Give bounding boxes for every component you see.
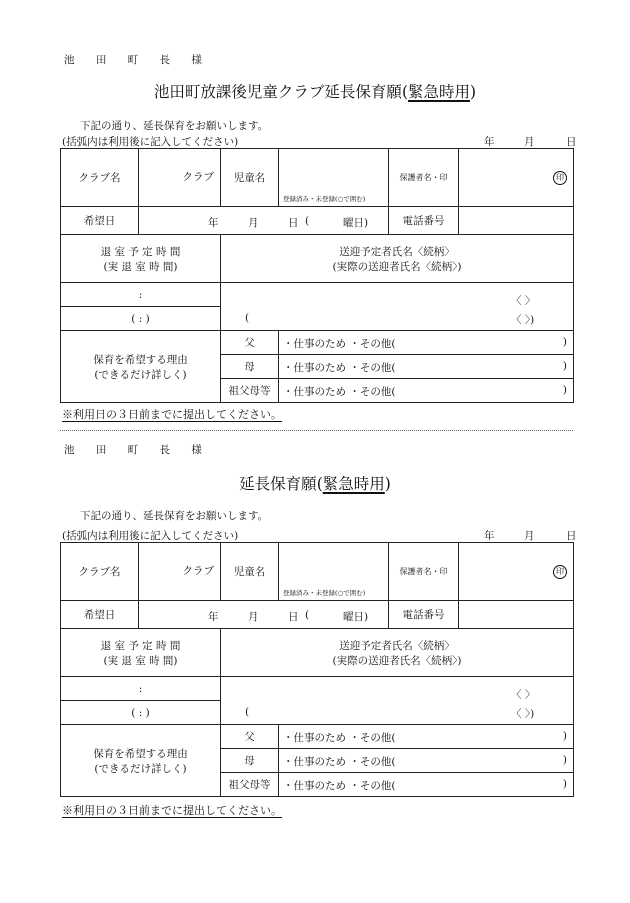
leave-time-header: 退 室 予 定 時 間 (実 退 室 時 間) — [61, 629, 221, 677]
form-title: 池田町放課後児童クラブ延長保育願(緊急時用) — [153, 83, 477, 101]
reason-mother-label: 母 — [221, 355, 279, 379]
guardian-name-field[interactable] — [459, 149, 574, 207]
reason-grandparent-field[interactable]: ・仕事のため ・その他( ) — [279, 379, 574, 403]
footer-note: ※利用日の３日前までに提出してください。 — [62, 804, 282, 817]
note-text: (括弧内は利用後に記入してください) — [62, 136, 239, 148]
addressee: 池 田 町 長 様 — [64, 54, 211, 66]
club-label: クラブ名 — [61, 149, 139, 207]
reason-label: 保育を希望する理由 (できるだけ詳しく) — [61, 725, 221, 797]
club-label: クラブ名 — [61, 543, 139, 601]
child-name-field[interactable] — [279, 543, 389, 601]
phone-label: 電話番号 — [389, 601, 459, 629]
title-emphasis: 緊急時用 — [408, 83, 471, 101]
seal-mark: 印 — [553, 171, 567, 185]
intro-text: 下記の通り、延長保育をお願いします。 — [80, 510, 269, 522]
leave-time-header: 退 室 予 定 時 間 (実 退 室 時 間) — [61, 235, 221, 283]
form-title: 延長保育願(緊急時用) — [239, 475, 391, 493]
desired-date-field[interactable]: 年 月 日 ( 曜日) — [139, 207, 389, 235]
child-label: 児童名 — [221, 149, 279, 207]
reason-father-field[interactable]: ・仕事のため ・その他( ) — [279, 725, 574, 749]
addressee: 池 田 町 長 様 — [64, 444, 211, 456]
extension-care-form-1: 池 田 町 長 様 池田町放課後児童クラブ延長保育願(緊急時用) 下記の通り、延長保育をお願いします。 (括弧内は利用後に記入してください) 年 月 日 クラブ名 クラブ 児童名 登録済み・未登録(○で囲む) 保護者名・印 印 希望日 年 月 日 ( 曜日) 電話番号 退 室 予 定 時 間 (実 退 室 時 間) 送迎予定者氏名〈続柄〉 (実際の送迎者氏名〈続柄〉) : ( 〈 〉 〈 〉) ( : ) 保育を希望する理由 (できるだけ詳しく) 父 ・仕事のため ・その他( ) 母 ・仕事のため ・その他( ) 祖父母等 ・仕事のため ・その他( ) ※利用日の３日前までに提出してください。 — [0, 0, 630, 430]
phone-field[interactable] — [459, 601, 574, 629]
desired-date-label: 希望日 — [61, 207, 139, 235]
reason-father-label: 父 — [221, 725, 279, 749]
reason-grandparent-field[interactable]: ・仕事のため ・その他( ) — [279, 773, 574, 797]
escort-name-field[interactable]: ( 〈 〉 〈 〉) — [221, 677, 574, 725]
planned-leave-time-field[interactable]: : — [61, 677, 221, 701]
application-table — [60, 148, 574, 403]
guardian-label: 保護者名・印 — [389, 543, 459, 601]
actual-leave-time-field[interactable]: ( : ) — [61, 701, 221, 725]
desired-date-label: 希望日 — [61, 601, 139, 629]
reason-father-label: 父 — [221, 331, 279, 355]
planned-leave-time-field[interactable]: : — [61, 283, 221, 307]
guardian-name-field[interactable] — [459, 543, 574, 601]
club-name-field[interactable]: クラブ — [139, 149, 221, 207]
club-name-field[interactable]: クラブ — [139, 543, 221, 601]
reason-father-field[interactable]: ・仕事のため ・その他( ) — [279, 331, 574, 355]
application-table — [60, 542, 574, 797]
registration-note: 登録済み・未登録(○で囲む) — [283, 589, 366, 597]
seal-mark: 印 — [553, 565, 567, 579]
cut-line — [60, 430, 573, 431]
child-name-field[interactable] — [279, 149, 389, 207]
child-label: 児童名 — [221, 543, 279, 601]
note-text: (括弧内は利用後に記入してください) — [62, 530, 239, 542]
escort-header: 送迎予定者氏名〈続柄〉 (実際の送迎者氏名〈続柄〉) — [221, 629, 574, 677]
title-emphasis: 緊急時用 — [322, 475, 385, 493]
extension-care-form-2: 池 田 町 長 様 延長保育願(緊急時用) 下記の通り、延長保育をお願いします。 (括弧内は利用後に記入してください) 年 月 日 クラブ名 クラブ 児童名 登録済み・未登録(○で囲む) 保護者名・印 印 希望日 年 月 日 ( 曜日) 電話番号 退 室 予 定 時 間 (実 退 室 時 間) 送迎予定者氏名〈続柄〉 (実際の送迎者氏名〈続柄〉) : ( 〈 〉 〈 〉) ( : ) 保育を希望する理由 (できるだけ詳しく) 父 ・仕事のため ・その他( ) 母 ・仕事のため ・その他( ) 祖父母等 ・仕事のため ・その他( ) ※利用日の３日前までに提出してください。 — [0, 432, 630, 852]
reason-grandparent-label: 祖父母等 — [221, 379, 279, 403]
reason-label: 保育を希望する理由 (できるだけ詳しく) — [61, 331, 221, 403]
escort-name-field[interactable]: ( 〈 〉 〈 〉) — [221, 283, 574, 331]
phone-label: 電話番号 — [389, 207, 459, 235]
intro-text: 下記の通り、延長保育をお願いします。 — [80, 120, 269, 132]
footer-note: ※利用日の３日前までに提出してください。 — [62, 408, 282, 421]
escort-header: 送迎予定者氏名〈続柄〉 (実際の送迎者氏名〈続柄〉) — [221, 235, 574, 283]
registration-note: 登録済み・未登録(○で囲む) — [283, 195, 366, 203]
actual-leave-time-field[interactable]: ( : ) — [61, 307, 221, 331]
reason-mother-field[interactable]: ・仕事のため ・その他( ) — [279, 749, 574, 773]
reason-mother-field[interactable]: ・仕事のため ・その他( ) — [279, 355, 574, 379]
reason-grandparent-label: 祖父母等 — [221, 773, 279, 797]
reason-mother-label: 母 — [221, 749, 279, 773]
guardian-label: 保護者名・印 — [389, 149, 459, 207]
desired-date-field[interactable]: 年 月 日 ( 曜日) — [139, 601, 389, 629]
phone-field[interactable] — [459, 207, 574, 235]
